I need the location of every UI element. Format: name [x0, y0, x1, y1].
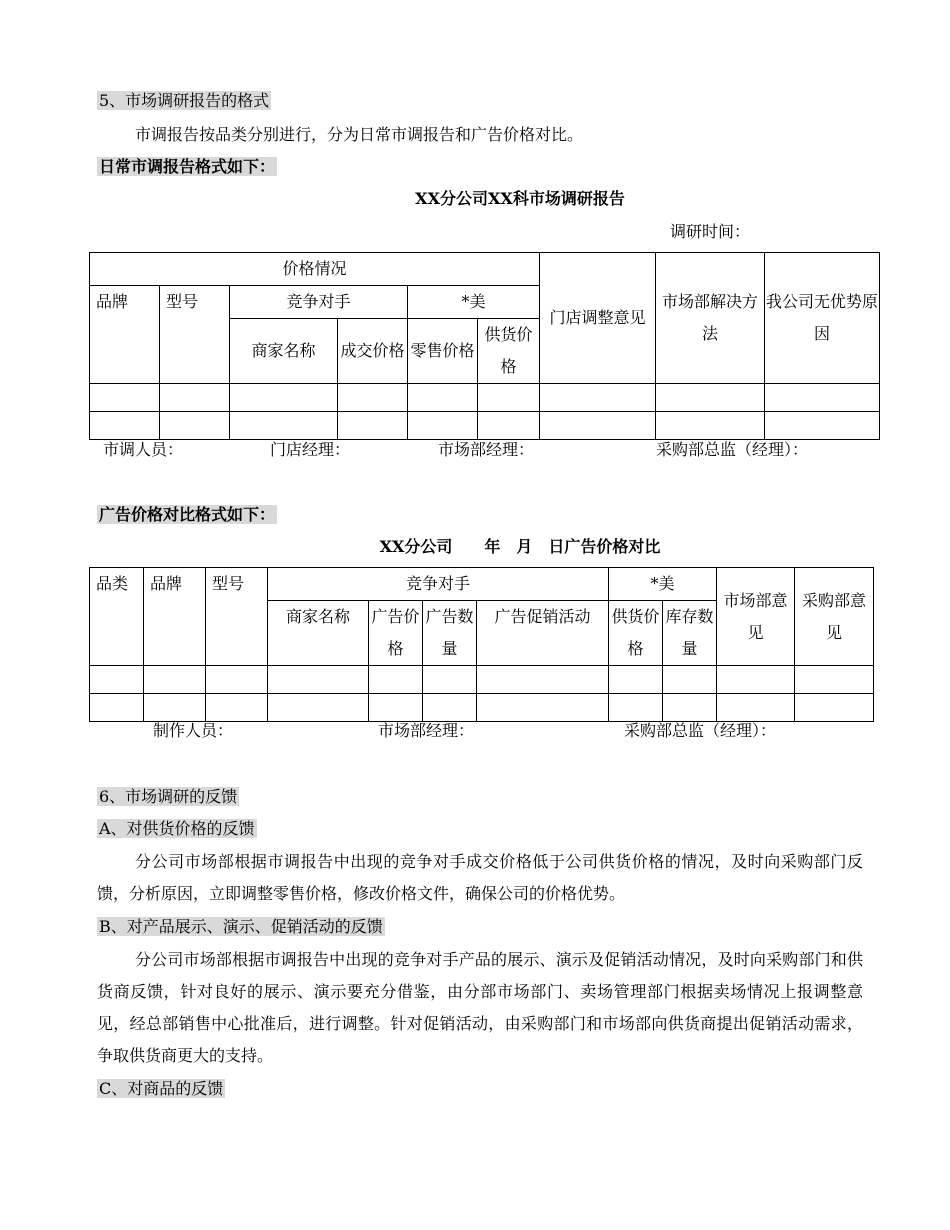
ad-price-table: [89, 567, 874, 722]
no-advantage-header: 我公司无优势原因: [765, 253, 880, 384]
market-manager-label-2: 市场部经理：: [378, 721, 475, 740]
purchase-opinion-header: 采购部意见: [795, 568, 874, 666]
promo-feedback-heading: B、对产品展示、演示、促销活动的反馈: [99, 917, 383, 936]
competitor-header: 竞争对手: [230, 286, 408, 319]
ad-compare-title: XX分公司 年 月 日广告价格对比: [379, 537, 661, 556]
market-solution-header: 市场部解决方法: [656, 253, 765, 384]
ad-quantity-header: 广告数量: [423, 601, 477, 666]
section5-intro: 市调报告按品类分别进行，分为日常市调报告和广告价格对比。: [135, 125, 584, 144]
daily-report-heading: 日常市调报告格式如下：: [99, 157, 276, 176]
table-row: [90, 694, 874, 722]
surveyor-label: 市调人员：: [103, 440, 184, 459]
section6-heading: 6、市场调研的反馈: [99, 787, 238, 806]
ad-compare-heading: 广告价格对比格式如下：: [99, 505, 276, 524]
price-situation-header: 价格情况: [90, 253, 540, 286]
mei-header: *美: [609, 568, 717, 601]
table-row: [90, 384, 880, 412]
maker-label: 制作人员：: [153, 721, 234, 740]
ad-promo-header: 广告促销活动: [477, 601, 609, 666]
ad-price-header: 广告价格: [369, 601, 423, 666]
market-manager-label: 市场部经理：: [438, 440, 535, 459]
merchant-name-header: 商家名称: [230, 319, 338, 384]
stock-quantity-header: 库存数量: [663, 601, 717, 666]
daily-report-title: XX分公司XX科市场调研报告: [415, 189, 625, 208]
table-row: [90, 412, 880, 440]
daily-survey-table: [89, 252, 880, 440]
supply-price-feedback-heading: A、对供货价格的反馈: [99, 819, 255, 838]
model-header: 型号: [206, 568, 268, 666]
table-row: [90, 666, 874, 694]
brand-header: 品牌: [144, 568, 206, 666]
purchase-director-label-2: 采购部总监（经理）：: [624, 721, 777, 740]
purchase-director-label: 采购部总监（经理）：: [656, 440, 809, 459]
section5-heading: 5、市场调研报告的格式: [99, 91, 270, 110]
market-opinion-header: 市场部意见: [717, 568, 795, 666]
mei-header: *美: [408, 286, 540, 319]
brand-header: 品牌: [90, 286, 160, 384]
model-header: 型号: [160, 286, 230, 384]
product-feedback-heading: C、对商品的反馈: [99, 1079, 224, 1098]
retail-price-header: 零售价格: [408, 319, 478, 384]
store-adjust-header: 门店调整意见: [540, 253, 656, 384]
store-manager-label: 门店经理：: [270, 440, 351, 459]
deal-price-header: 成交价格: [338, 319, 408, 384]
supply-price-feedback-text: 分公司市场部根据市调报告中出现的竞争对手成交价格低于公司供货价格的情况，及时向采购部门反馈，分析原因，立即调整零售价格，修改价格文件，确保公司的价格优势。: [97, 852, 863, 903]
survey-time-label: 调研时间：: [670, 222, 751, 241]
merchant-name-header: 商家名称: [268, 601, 369, 666]
supply-price-header: 供货价格: [478, 319, 540, 384]
supply-price-header: 供货价格: [609, 601, 663, 666]
competitor-header: 竞争对手: [268, 568, 609, 601]
promo-feedback-text: 分公司市场部根据市调报告中出现的竞争对手产品的展示、演示及促销活动情况，及时向采购部门和供货商反馈，针对良好的展示、演示要充分借鉴，由分部市场部门、卖场管理部门根据卖场情况上报调整意见，经总部销售中心批准后，进行调整。针对促销活动，由采购部门和市场部向供货商提出促销活动需求，争取供货商更大的支持。: [97, 950, 863, 1065]
category-header: 品类: [90, 568, 144, 666]
